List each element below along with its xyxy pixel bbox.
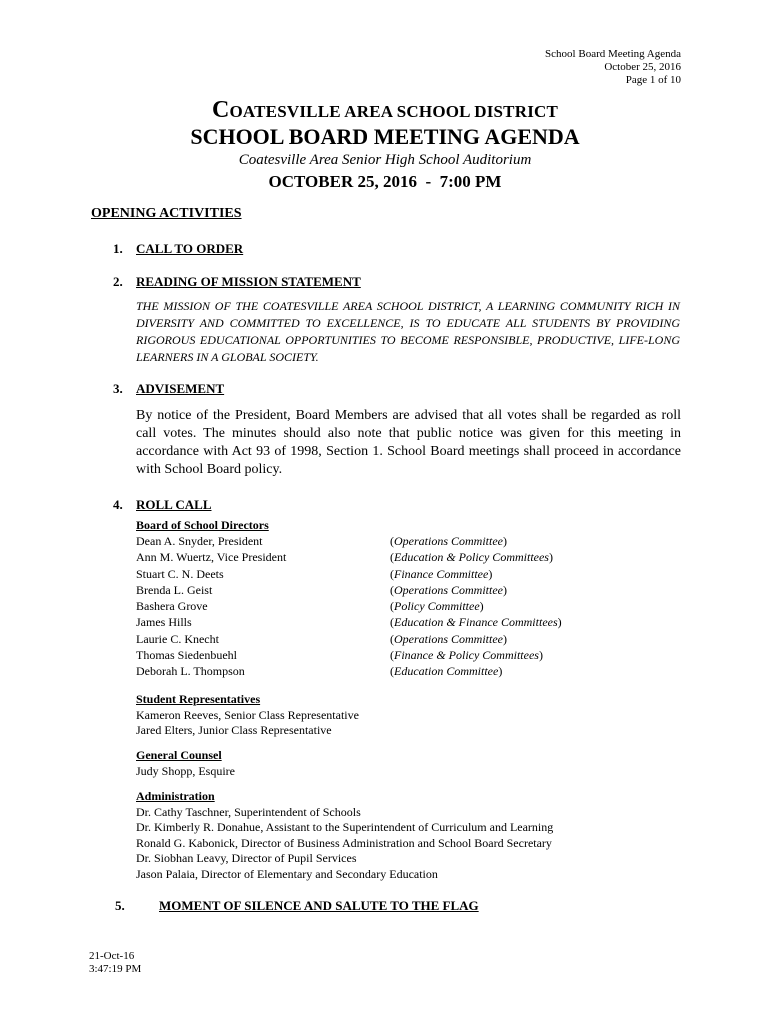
venue: Coatesville Area Senior High School Auditorium <box>238 152 532 168</box>
agenda-item-5-number: 5. <box>115 898 125 913</box>
list-item: Ronald G. Kabonick, Director of Business Administration and School Board Secretary <box>136 835 552 850</box>
board-member-row: Bashera Grove (Policy Committee) <box>136 599 484 614</box>
header-page-number: Page 1 of 10 <box>625 74 681 86</box>
administration <box>136 789 553 882</box>
list-item: Jason Palaia, Director of Elementary and Secondary Education <box>136 866 438 881</box>
page-header <box>545 48 681 87</box>
board-member-row: Stuart C. N. Deets (Finance Committee) <box>136 566 493 581</box>
board-member-row: Ann M. Wuertz, Vice President (Education & Policy Committees) <box>136 550 553 565</box>
header-doc-title: School Board Meeting Agenda <box>545 48 681 60</box>
advisement-text: By notice of the President, Board Members are advised that all votes shall be regarded as roll call votes. The minutes should also note that public notice was given for this meeting in accordance with Act 93 of 1998, Section 1. School Board meetings shall proceed in accordance with School Board policy. <box>136 408 681 477</box>
student-reps-heading: Student Representatives <box>136 692 261 706</box>
section-heading: OPENING ACTIVITIES <box>91 206 242 221</box>
agenda-item-5-label: MOMENT OF SILENCE AND SALUTE TO THE FLAG <box>159 898 479 913</box>
administration-heading: Administration <box>136 789 215 803</box>
list-item: Kameron Reeves, Senior Class Representative <box>136 707 359 722</box>
footer-time: 3:47:19 PM <box>89 963 142 975</box>
page-footer <box>89 950 141 976</box>
footer-date: 21-Oct-16 <box>89 950 135 962</box>
district-name: COATESVILLE AREA SCHOOL DISTRICT <box>211 97 559 123</box>
agenda-title: SCHOOL BOARD MEETING AGENDA <box>190 124 580 149</box>
meeting-datetime: OCTOBER 25, 2016 - 7:00 PM <box>268 172 502 191</box>
general-counsel <box>136 748 235 779</box>
board-member-row: Deborah L. Thompson (Education Committee) <box>136 664 503 679</box>
header-date: October 25, 2016 <box>604 61 681 73</box>
board-member-row: Dean A. Snyder, President (Operations Committee) <box>136 534 507 548</box>
student-representatives <box>136 692 359 739</box>
board-heading: Board of School Directors <box>136 518 269 532</box>
board-members-list <box>136 533 606 680</box>
list-item: Judy Shopp, Esquire <box>136 763 235 778</box>
list-item: Dr. Cathy Taschner, Superintendent of Schools <box>136 804 361 819</box>
mission-statement: THE MISSION OF THE COATESVILLE AREA SCHOOL DISTRICT, A LEARNING COMMUNITY RICH IN DIVERSITY AND COMMITTED TO EXCELLENCE, IS TO EDUCATE ALL STUDENTS BY PROVIDING RIGOROUS EDUCATIONAL OPPORTUNITIES TO BECOME RESPONSIBLE, PRODUCTIVE, LIFE-LONG LEARNERS IN A GLOBAL SOCIETY. <box>136 299 680 364</box>
board-member-row: Laurie C. Knecht (Operations Committee) <box>136 631 507 646</box>
general-counsel-heading: General Counsel <box>136 748 222 762</box>
list-item: Jared Elters, Junior Class Representative <box>136 723 332 737</box>
list-item: Dr. Kimberly R. Donahue, Assistant to the Superintendent of Curriculum and Learning <box>136 820 554 834</box>
board-member-row: Thomas Siedenbuehl (Finance & Policy Committees) <box>136 648 543 663</box>
board-member-row: James Hills (Education & Finance Committees) <box>136 615 562 630</box>
list-item: Dr. Siobhan Leavy, Director of Pupil Services <box>136 851 357 865</box>
board-member-row: Brenda L. Geist (Operations Committee) <box>136 582 507 597</box>
